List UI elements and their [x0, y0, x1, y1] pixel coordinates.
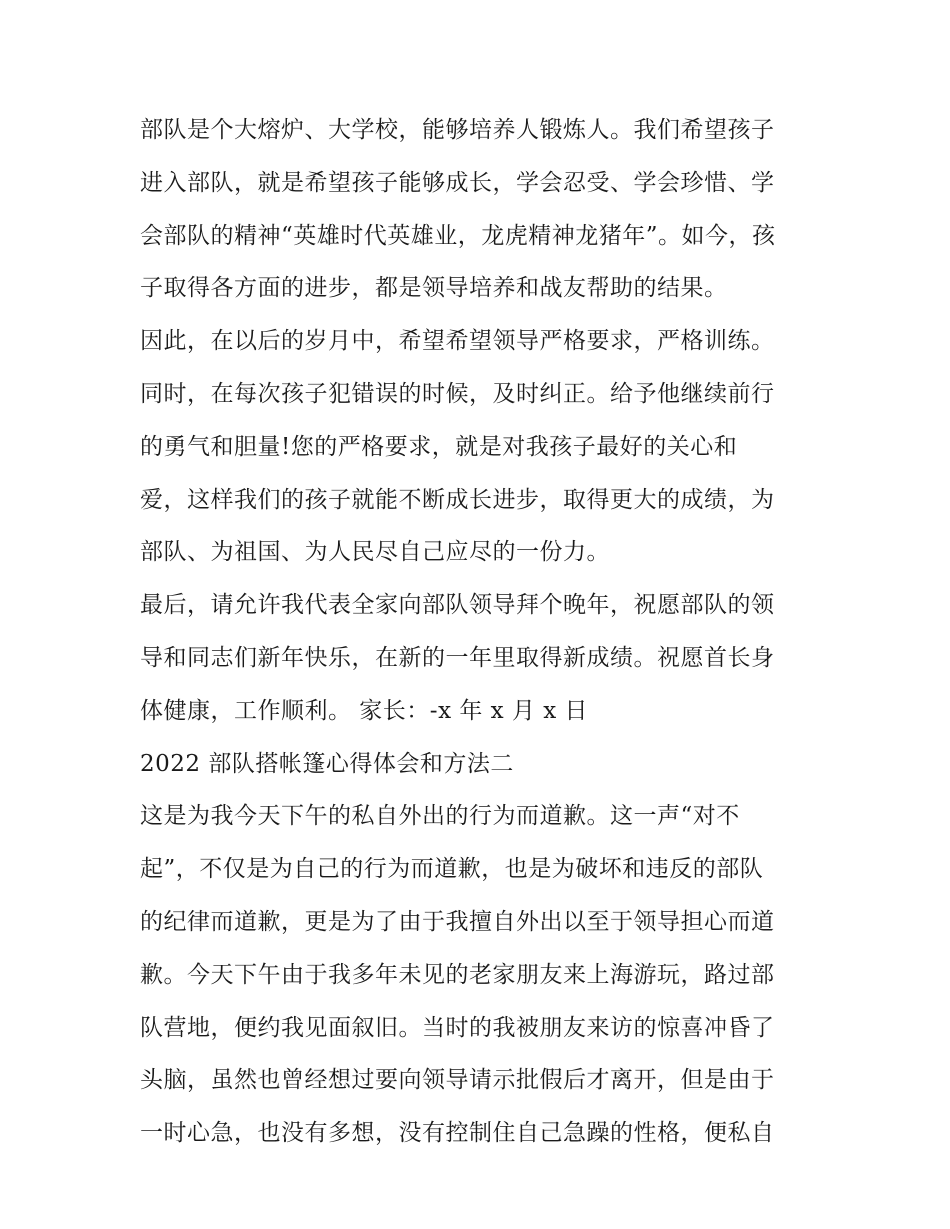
document-body [140, 104, 820, 1160]
text-line: 导和同志们新年快乐，在新的一年里取得新成绩。祝愿首长身 [140, 644, 775, 671]
text-line: 这是为我今天下午的私自外出的行为而道歉。这一声“对不 [140, 803, 740, 830]
text-line: 爱，这样我们的孩子就能不断成长进步，取得更大的成绩，为 [140, 486, 775, 513]
text-line: 起”，不仅是为自己的行为而道歉，也是为破坏和违反的部队 [140, 856, 764, 883]
text-line: 头脑，虽然也曾经想过要向领导请示批假后才离开，但是由于 [140, 1067, 775, 1094]
text-line: 同时，在每次孩子犯错误的时候，及时纠正。给予他继续前行 [140, 380, 775, 407]
text-line: 最后，请允许我代表全家向部队领导拜个晚年，祝愿部队的领 [140, 592, 775, 619]
text-line: 部队、为祖国、为人民尽自己应尽的一份力。 [140, 539, 610, 566]
text-line: 一时心急，也没有多想，没有控制住自己急躁的性格，便私自 [140, 1120, 775, 1147]
text-line: 的纪律而道歉，更是为了由于我擅自外出以至于领导担心而道 [140, 908, 775, 935]
text-line: 会部队的精神“英雄时代英雄业，龙虎精神龙猪年”。如今，孩 [140, 222, 776, 249]
text-line: 因此，在以后的岁月中，希望希望领导严格要求，严格训练。 [140, 328, 775, 355]
section-heading: 2022 部队搭帐篷心得体会和方法二 [140, 750, 514, 777]
text-line: 队营地，便约我见面叙旧。当时的我被朋友来访的惊喜冲昏了 [140, 1014, 775, 1041]
text-line: 歉。今天下午由于我多年未见的老家朋友来上海游玩，路过部 [140, 961, 775, 988]
text-line: 子取得各方面的进步，都是领导培养和战友帮助的结果。 [140, 275, 728, 302]
text-line: 部队是个大熔炉、大学校，能够培养人锻炼人。我们希望孩子 [140, 117, 775, 143]
signature-line: 体健康，工作顺利。 家长：-x 年 x 月 x 日 [140, 697, 589, 724]
text-line: 的勇气和胆量!您的严格要求，就是对我孩子最好的关心和 [140, 433, 738, 460]
text-line: 进入部队，就是希望孩子能够成长，学会忍受、学会珍惜、学 [140, 169, 775, 196]
